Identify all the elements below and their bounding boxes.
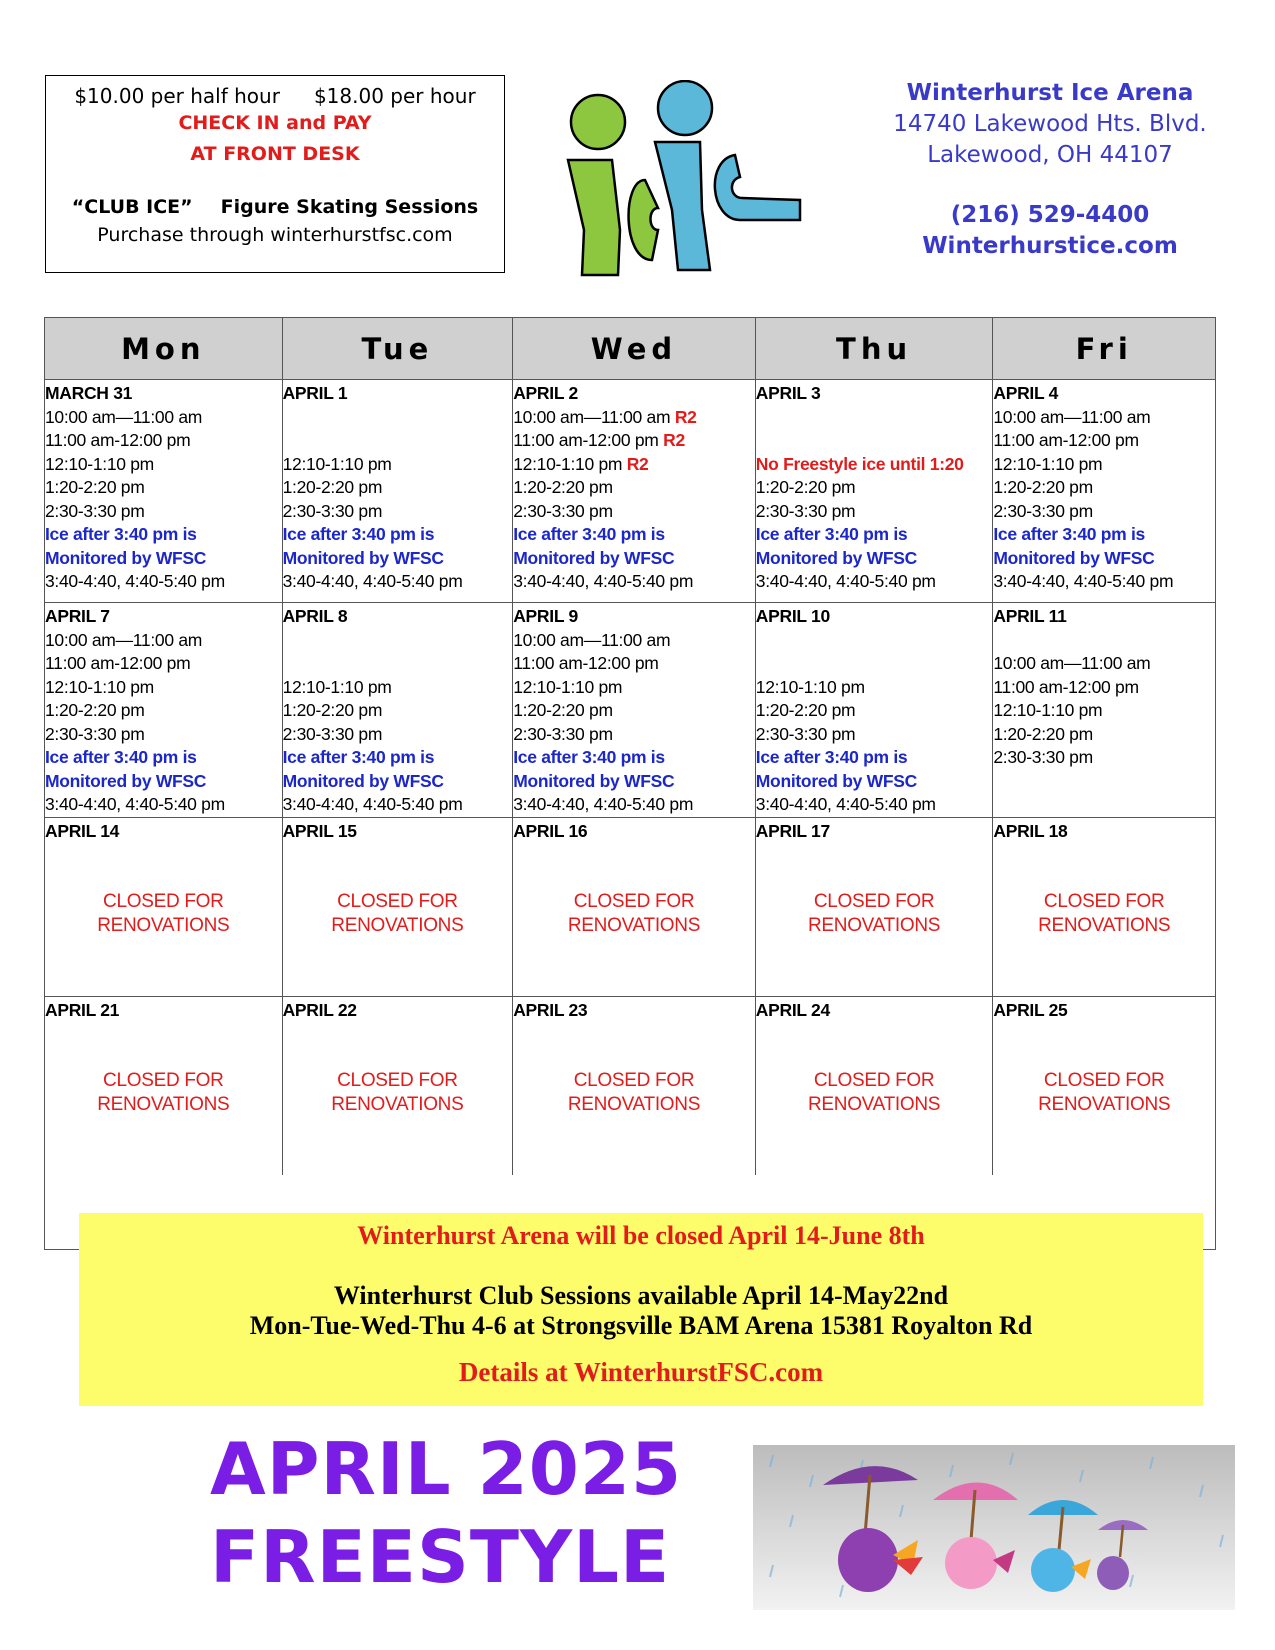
day-date: APRIL 4: [993, 383, 1059, 403]
session-time: [283, 629, 513, 653]
calendar-day-cell: [992, 818, 1215, 996]
calendar-day-cell: [45, 997, 282, 1175]
day-date: MARCH 31: [45, 383, 133, 403]
calendar-day-cell: [282, 997, 513, 1175]
session-time: [283, 476, 513, 500]
session-time: [513, 570, 755, 594]
session-text: 11:00 am-12:00 pm: [993, 430, 1139, 450]
session-text: 2:30-3:30 pm: [513, 500, 613, 521]
rink-tag: R2: [663, 430, 685, 450]
session-time: [45, 500, 282, 524]
closed-text: CLOSED FOR: [337, 1070, 458, 1091]
session-time: [45, 629, 282, 653]
day-date: APRIL 24: [755, 1000, 830, 1020]
closed-text: CLOSED FOR: [103, 1070, 224, 1091]
session-text: 3:40-4:40, 4:40-5:40 pm: [755, 794, 936, 814]
arena-name: Winterhurst Ice Arena: [906, 80, 1194, 106]
session-text: Monitored by WFSC: [282, 770, 444, 791]
session-text: 12:10-1:10 pm: [513, 453, 623, 474]
session-time: [756, 652, 993, 676]
session-text: 2:30-3:30 pm: [993, 747, 1093, 767]
price-row: [46, 84, 504, 108]
arena-address-1: 14740 Lakewood Hts. Blvd.: [893, 111, 1207, 137]
day-date: APRIL 15: [282, 821, 357, 841]
arena-info: [855, 78, 1245, 262]
checkin-line-2: AT FRONT DESK: [190, 143, 360, 165]
calendar-body: [45, 380, 1215, 1175]
title-line-2: FREESTYLE: [210, 1515, 671, 1599]
ice-logo-icon: [560, 80, 820, 285]
birds-umbrella-illustration: [753, 1445, 1235, 1610]
session-time: [993, 547, 1215, 571]
calendar-day-cell: [512, 997, 755, 1175]
calendar-day-cell: [755, 997, 993, 1175]
calendar-day-cell: [45, 380, 282, 602]
session-time: [513, 406, 755, 430]
session-text: Ice after 3:40 pm is: [282, 524, 435, 544]
session-text: 1:20-2:20 pm: [45, 477, 145, 497]
session-text: Monitored by WFSC: [282, 547, 444, 568]
session-time: [283, 676, 513, 700]
day-date: APRIL 7: [45, 606, 110, 626]
session-time: [756, 723, 993, 747]
session-text: 3:40-4:40, 4:40-5:40 pm: [45, 571, 225, 591]
closed-text: RENOVATIONS: [807, 1094, 941, 1115]
session-text: 1:20-2:20 pm: [282, 477, 383, 497]
session-time: [513, 429, 755, 453]
session-text: 1:20-2:20 pm: [755, 477, 856, 497]
session-time: [283, 746, 513, 770]
session-time: [283, 429, 513, 453]
session-time: [283, 453, 513, 477]
session-time: [756, 476, 993, 500]
calendar-day-cell: [282, 603, 513, 817]
day-date: APRIL 21: [45, 1000, 120, 1020]
session-time: [45, 770, 282, 794]
calendar-day-cell: [512, 380, 755, 602]
closed-notice: [283, 890, 513, 938]
session-time: [993, 629, 1215, 653]
session-text: 1:20-2:20 pm: [993, 723, 1093, 744]
session-text: Ice after 3:40 pm is: [993, 524, 1145, 544]
closed-text: CLOSED FOR: [1043, 1070, 1165, 1091]
session-text: 11:00 am-12:00 pm: [45, 430, 191, 450]
session-text: 3:40-4:40, 4:40-5:40 pm: [513, 794, 694, 814]
session-text: 10:00 am—11:00 am: [513, 629, 671, 650]
session-time: [756, 429, 993, 453]
closed-text: RENOVATIONS: [331, 1094, 464, 1115]
day-date: APRIL 9: [513, 606, 578, 626]
day-date: APRIL 11: [993, 606, 1067, 626]
closed-text: RENOVATIONS: [807, 915, 941, 936]
checkin-line-1: CHECK IN and PAY: [178, 112, 372, 134]
session-text: 2:30-3:30 pm: [993, 500, 1093, 521]
closed-text: RENOVATIONS: [567, 915, 701, 936]
day-header: Wed: [512, 318, 755, 379]
closed-notice: [756, 1069, 993, 1117]
session-time: [756, 699, 993, 723]
calendar-day-cell: [992, 380, 1215, 602]
arena-address-2: Lakewood, OH 44107: [927, 142, 1173, 168]
calendar-day-cell: [45, 818, 282, 996]
session-text: 12:10-1:10 pm: [282, 453, 392, 474]
day-date: APRIL 18: [993, 821, 1068, 841]
session-time: [993, 652, 1215, 676]
session-text: Monitored by WFSC: [513, 770, 675, 791]
closed-text: RENOVATIONS: [1038, 915, 1171, 936]
closed-notice: [756, 890, 993, 938]
session-text: Monitored by WFSC: [755, 770, 917, 791]
session-text: 10:00 am—11:00 am: [513, 406, 671, 427]
club-ice-line: [46, 196, 504, 218]
rink-tag: R2: [626, 453, 649, 474]
session-time: [513, 652, 755, 676]
purchase-line: Purchase through winterhurstfsc.com: [97, 224, 453, 246]
rink-tag: R2: [674, 406, 697, 427]
day-header: Thu: [755, 318, 993, 379]
session-time: [513, 723, 755, 747]
session-time: [45, 523, 282, 547]
session-text: 12:10-1:10 pm: [513, 676, 623, 697]
day-header: Mon: [121, 331, 206, 366]
session-time: [993, 453, 1215, 477]
day-date: APRIL 1: [282, 383, 348, 403]
session-text: 1:20-2:20 pm: [282, 700, 383, 720]
calendar-day-cell: [282, 380, 513, 602]
session-time: [45, 429, 282, 453]
session-text: Monitored by WFSC: [45, 770, 207, 791]
session-text: 11:00 am-12:00 pm: [513, 430, 659, 450]
calendar-week-row: [45, 603, 1215, 818]
session-time: [283, 652, 513, 676]
day-date: APRIL 16: [513, 821, 588, 841]
session-text: Ice after 3:40 pm is: [45, 524, 197, 544]
closed-text: RENOVATIONS: [331, 915, 464, 936]
half-hour-price: $10.00 per half hour: [74, 84, 280, 108]
closed-text: CLOSED FOR: [337, 891, 458, 912]
session-time: [513, 523, 755, 547]
session-time: [513, 547, 755, 571]
session-time: [45, 652, 282, 676]
session-time: [993, 476, 1215, 500]
session-text: 11:00 am-12:00 pm: [513, 653, 659, 673]
calendar-week-row: [45, 818, 1215, 997]
session-text: 1:20-2:20 pm: [45, 700, 145, 720]
day-date: APRIL 23: [513, 1000, 588, 1020]
closed-text: CLOSED FOR: [1043, 891, 1165, 912]
session-text: 2:30-3:30 pm: [513, 723, 613, 744]
notice-closed-line: Winterhurst Arena will be closed April 14-June 8th: [357, 1221, 925, 1250]
arena-website[interactable]: Winterhurstice.com: [922, 233, 1178, 259]
session-text: 3:40-4:40, 4:40-5:40 pm: [513, 571, 694, 591]
session-time: [283, 723, 513, 747]
session-text: Ice after 3:40 pm is: [513, 747, 665, 767]
session-time: [283, 770, 513, 794]
closed-notice: [513, 890, 755, 938]
session-text: No Freestyle ice until 1:20: [755, 453, 964, 474]
session-time: [45, 406, 282, 430]
session-text: 10:00 am—11:00 am: [45, 629, 203, 650]
session-time: [513, 793, 755, 817]
session-time: [513, 453, 755, 477]
session-text: 2:30-3:30 pm: [282, 723, 383, 744]
session-text: 10:00 am—11:00 am: [993, 406, 1151, 427]
closed-text: RENOVATIONS: [1038, 1094, 1171, 1115]
session-time: [283, 523, 513, 547]
session-time: [45, 453, 282, 477]
closed-text: CLOSED FOR: [573, 891, 695, 912]
calendar-day-cell: [282, 818, 513, 996]
day-date: APRIL 17: [755, 821, 830, 841]
session-time: [513, 746, 755, 770]
notice-club-line: Winterhurst Club Sessions available April 14-May22nd: [333, 1281, 949, 1310]
closed-notice: [45, 890, 282, 938]
day-header: Fri: [992, 318, 1215, 379]
session-time: [993, 699, 1215, 723]
day-date: APRIL 10: [755, 606, 830, 626]
session-time: [993, 429, 1215, 453]
closed-text: CLOSED FOR: [103, 891, 224, 912]
session-time: [283, 570, 513, 594]
session-time: [513, 770, 755, 794]
session-text: 3:40-4:40, 4:40-5:40 pm: [282, 571, 463, 591]
session-text: Monitored by WFSC: [45, 547, 207, 568]
session-time: [513, 699, 755, 723]
session-time: [45, 476, 282, 500]
calendar-week-row: [45, 380, 1215, 603]
session-time: [283, 793, 513, 817]
notice-location-line: Mon-Tue-Wed-Thu 4-6 at Strongsville BAM Arena 15381 Royalton Rd: [249, 1311, 1033, 1340]
calendar-day-cell: [755, 603, 993, 817]
session-time: [756, 453, 993, 477]
session-time: [756, 523, 993, 547]
title-line-1: APRIL 2025: [210, 1427, 683, 1511]
session-text: Ice after 3:40 pm is: [755, 524, 908, 544]
session-time: [756, 500, 993, 524]
session-text: 12:10-1:10 pm: [45, 453, 154, 474]
session-time: [756, 746, 993, 770]
calendar-day-cell: [755, 380, 993, 602]
session-text: 1:20-2:20 pm: [755, 700, 856, 720]
session-text: 2:30-3:30 pm: [755, 500, 856, 521]
session-time: [45, 547, 282, 571]
session-time: [283, 406, 513, 430]
session-time: [513, 629, 755, 653]
day-header: Tue: [282, 318, 513, 379]
session-time: [756, 547, 993, 571]
calendar-day-cell: [512, 603, 755, 817]
session-time: [513, 476, 755, 500]
closed-text: CLOSED FOR: [573, 1070, 695, 1091]
closed-notice: [993, 890, 1215, 938]
closed-text: RENOVATIONS: [97, 915, 230, 936]
closed-notice: [45, 1069, 282, 1117]
session-time: [45, 793, 282, 817]
calendar-day-cell: [992, 997, 1215, 1175]
session-text: 3:40-4:40, 4:40-5:40 pm: [282, 794, 463, 814]
notice-details-line[interactable]: Details at WinterhurstFSC.com: [458, 1357, 824, 1387]
day-date: APRIL 14: [45, 821, 120, 841]
session-text: 12:10-1:10 pm: [45, 676, 154, 697]
session-time: [756, 406, 993, 430]
calendar-day-cell: [45, 603, 282, 817]
session-text: 2:30-3:30 pm: [282, 500, 383, 521]
closed-text: CLOSED FOR: [813, 891, 935, 912]
session-time: [45, 570, 282, 594]
session-text: Ice after 3:40 pm is: [513, 524, 665, 544]
session-text: 1:20-2:20 pm: [513, 700, 613, 720]
session-text: Ice after 3:40 pm is: [282, 747, 435, 767]
session-text: 1:20-2:20 pm: [513, 477, 613, 497]
session-text: 2:30-3:30 pm: [755, 723, 856, 744]
session-text: Monitored by WFSC: [513, 547, 675, 568]
calendar: [44, 317, 1216, 1250]
calendar-header: [45, 318, 1215, 380]
session-time: [513, 676, 755, 700]
session-time: [756, 570, 993, 594]
session-time: [45, 699, 282, 723]
session-time: [283, 500, 513, 524]
calendar-day-cell: [512, 818, 755, 996]
session-text: 2:30-3:30 pm: [45, 723, 145, 744]
session-time: [993, 500, 1215, 524]
hour-price: $18.00 per hour: [313, 84, 476, 108]
session-text: Monitored by WFSC: [755, 547, 917, 568]
session-text: 3:40-4:40, 4:40-5:40 pm: [755, 571, 936, 591]
closed-text: RENOVATIONS: [567, 1094, 701, 1115]
club-ice-label: “CLUB ICE”: [71, 196, 193, 218]
session-text: Ice after 3:40 pm is: [755, 747, 908, 767]
session-time: [993, 523, 1215, 547]
session-time: [756, 770, 993, 794]
closed-notice: [283, 1069, 513, 1117]
closure-notice: [79, 1213, 1203, 1406]
session-time: [993, 570, 1215, 594]
session-text: 11:00 am-12:00 pm: [993, 676, 1139, 697]
session-time: [993, 406, 1215, 430]
session-text: 10:00 am—11:00 am: [45, 406, 203, 427]
calendar-day-cell: [755, 818, 993, 996]
figure-sessions-label: Figure Skating Sessions: [220, 196, 479, 218]
session-time: [756, 676, 993, 700]
session-text: 3:40-4:40, 4:40-5:40 pm: [45, 794, 225, 814]
session-text: 10:00 am—11:00 am: [993, 653, 1151, 673]
closed-notice: [513, 1069, 755, 1117]
session-text: 11:00 am-12:00 pm: [45, 653, 191, 673]
session-time: [283, 547, 513, 571]
session-time: [283, 699, 513, 723]
session-text: 3:40-4:40, 4:40-5:40 pm: [993, 571, 1174, 591]
session-text: 12:10-1:10 pm: [993, 453, 1103, 474]
arena-phone: (216) 529-4400: [950, 202, 1150, 228]
session-text: Ice after 3:40 pm is: [45, 747, 197, 767]
day-date: APRIL 22: [282, 1000, 357, 1020]
session-text: Monitored by WFSC: [993, 547, 1155, 568]
calendar-day-cell: [992, 603, 1215, 817]
closed-text: RENOVATIONS: [97, 1094, 230, 1115]
session-text: 12:10-1:10 pm: [755, 676, 865, 697]
session-time: [756, 793, 993, 817]
session-time: [45, 723, 282, 747]
session-time: [513, 500, 755, 524]
session-text: 1:20-2:20 pm: [993, 477, 1093, 497]
day-date: APRIL 3: [755, 383, 821, 403]
day-date: APRIL 25: [993, 1000, 1068, 1020]
session-text: 12:10-1:10 pm: [993, 700, 1103, 720]
session-time: [993, 723, 1215, 747]
page-title: [210, 1425, 682, 1601]
session-time: [993, 746, 1215, 770]
closed-notice: [993, 1069, 1215, 1117]
session-time: [756, 629, 993, 653]
session-time: [993, 676, 1215, 700]
session-time: [45, 676, 282, 700]
session-text: 2:30-3:30 pm: [45, 500, 145, 521]
day-date: APRIL 2: [513, 383, 578, 403]
price-box: [45, 75, 505, 273]
calendar-week-row: [45, 997, 1215, 1175]
session-text: 12:10-1:10 pm: [282, 676, 392, 697]
session-time: [45, 746, 282, 770]
closed-text: CLOSED FOR: [813, 1070, 935, 1091]
day-date: APRIL 8: [282, 606, 348, 626]
